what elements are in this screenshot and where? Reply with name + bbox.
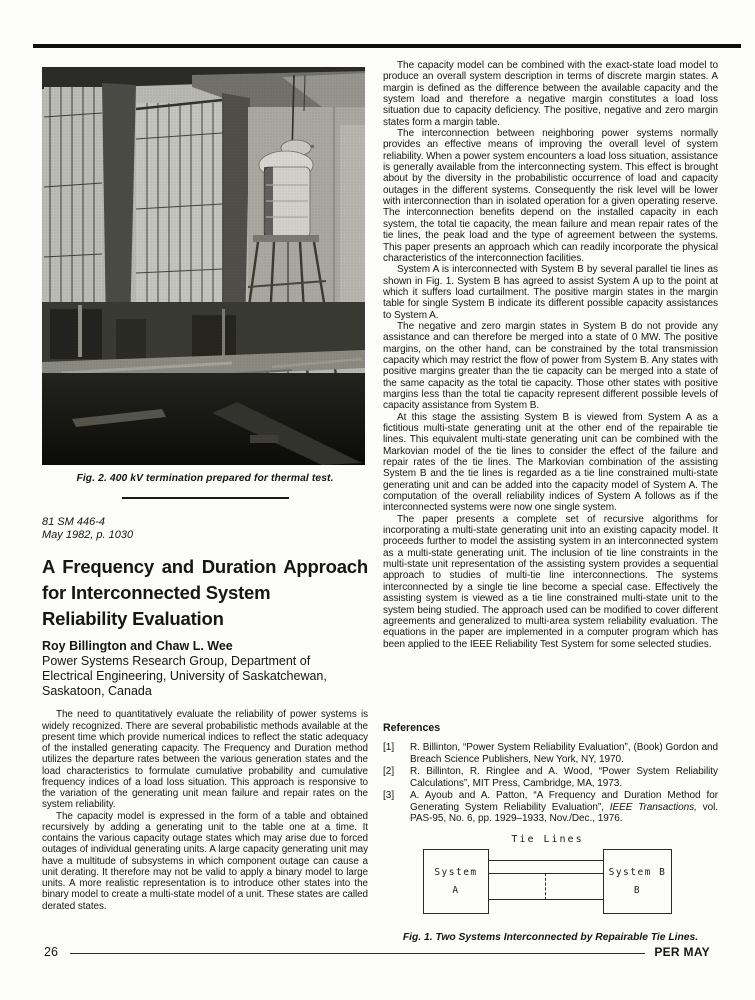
- reference-number: [1]: [383, 742, 395, 753]
- affiliation: [42, 654, 368, 700]
- right-paragraph-4: The negative and zero margin states in System B do not provide any assistance and can therefore be merged into a state of 0 MW. The positive margins, on the other hand, can be constrained by the total transmission capacity which may restrict the flow of power from System B. Any states with positive margins greater than the tie capacity can be merged into a state of the same capacity as the total tie capacity. Those other states with positive margins less than the total tie capacity represent different possible levels of capacity assistance from System B.: [383, 320, 718, 412]
- reference-text-post: vol. PAS-95, No. 6, pp. 1929–1933, Nov./Dec., 1976.: [410, 801, 718, 824]
- paper-id-date: May 1982, p. 1030: [42, 529, 134, 541]
- affiliation-line2: Electrical Engineering, University of Saskatchewan,: [42, 668, 327, 683]
- reference-number: [3]: [383, 790, 395, 801]
- thermal-test-photo-illustration: [42, 67, 365, 465]
- figure1-caption: Fig. 1. Two Systems Interconnected by Repairable Tie Lines.: [402, 931, 699, 943]
- footer-rule: [70, 953, 645, 954]
- right-paragraph-1: The capacity model can be combined with the exact-state load model to produce an overall system description in terms of discrete margin states. A margin is defined as the difference between the available capacity and the system load and therefore a negative margin constitutes a load loss situation due to capacity deficiency. The positive, negative and zero margin states form a margin table.: [383, 60, 718, 128]
- system-a-box: [423, 849, 489, 914]
- journal-footer-label: PER MAY: [654, 945, 710, 959]
- right-paragraph-3: System A is interconnected with System B by several parallel tie lines as shown in Fig. 1. System B has agreed to assist System A up to the point at which it suffers load curtailment. The positive margin states in the margin table for single System B indicate its different possible capacity assistances to System A.: [383, 264, 718, 321]
- right-paragraph-2: The interconnection between neighboring power systems normally provides an effective means of improving the overall level of system reliability. When a power system encounters a load loss situation, assistance is generally available from the interconnecting system. This effect is brought about by the diversity in the probabilistic occurrence of load and capacity outages in the different systems. Consequently the risk level will be lower with interconnection than in isolated operation for a given operating reserve. The interconnection benefits depend on the installed capacity in each system, the total tie capacity, the mean failure and mean repair rates of the tie lines, the peak load and the type of agreement between the systems. This paper presents an approach which can readily incorporate the physical characteristics of the interconnection facilities.: [383, 128, 718, 264]
- reference-text: [410, 790, 718, 825]
- reference-text: [410, 742, 718, 765]
- reference-item: [383, 742, 718, 765]
- system-b-box: [603, 849, 672, 914]
- article-title-line1: A Frequency and Duration Approach: [42, 555, 368, 577]
- tie-line-n: [489, 899, 603, 900]
- paper-id-number: 81 SM 446-4: [42, 515, 105, 528]
- right-paragraph-6: The paper presents a complete set of recursive algorithms for incorporating a multi-state generating unit into an existing capacity model. It proceeds further to model the assisting system in an interconnected system as a multi-state generating unit. The inclusion of tie line constraints in the multi-state unit representation of the assisting system provides a sequential approach to studies of multi-tie line interconnections. The systems interconnected by a single tie line become a special case. Effectively the assisting system is viewed as a tie line constrained multi-state unit to the system being studied. The approach used can be modified to cover different agreements and generalized to multi-area system reliability evaluation. The equations in the paper are implemented in a computer program which has been applied to the IEEE Reliability Test System for some selected studies.: [383, 513, 718, 650]
- page-number: 26: [44, 945, 58, 959]
- reference-text-italic: IEEE Transactions,: [609, 801, 697, 813]
- affiliation-line1: Power Systems Research Group, Department of: [42, 653, 311, 668]
- system-b-label: System B: [608, 866, 667, 878]
- reference-text-pre: R. Billinton, R. Ringlee and A. Wood, “Power System Reliability Calculations”, MIT Press, Cambridge, MA, 1973.: [410, 766, 718, 789]
- article-title-line2: for Interconnected System: [42, 581, 271, 603]
- article-title: [42, 554, 368, 632]
- tie-lines-label: Tie Lines: [511, 833, 584, 845]
- reference-item: [383, 766, 718, 789]
- system-a-letter: A: [452, 884, 460, 896]
- right-paragraph-5: At this stage the assisting System B is viewed from System A as a fictitious multi-state generating unit at the other end of the repairable tie lines. This equivalent multi-state generating unit can be combined with the Markovian model of the tie lines to consider the effect of the failure and repair rates of the tie lines. The Markovian combination of the assisting System B and the tie lines is regarded as a tie line constrained multi-state generating unit and can be added into the capacity model of System A. The computation of the overall reliability indices of System A follows as if the interconnected systems were now one single system.: [383, 411, 718, 514]
- left-paragraph-1: The need to quantitatively evaluate the reliability of power systems is widely recognized. There are several probabilistic methods available at the present time which provide numerical indices to reflect the static adequacy of the installed generating capacity. The Frequency and Duration method utilizes the departure rates between the various generation states and the load characteristics to formulate cumulative probability and cumulative frequency indices of a load loss situation. This approach is responsive to the variation of the generating unit mean failure and repair rates on the system reliability.: [42, 709, 368, 811]
- top-rule: [33, 44, 741, 48]
- right-column-paragraphs: [383, 60, 718, 708]
- system-b-letter: B: [633, 884, 642, 896]
- figure2-caption: Fig. 2. 400 kV termination prepared for thermal test.: [76, 473, 334, 484]
- references-list: [383, 742, 718, 825]
- tie-line-1: [489, 860, 603, 861]
- paper-id: [42, 516, 368, 543]
- tie-line-2: [489, 873, 603, 874]
- reference-number: [2]: [383, 766, 395, 777]
- system-a-label: System: [434, 866, 478, 878]
- reference-text-pre: R. Billinton, “Power System Reliability Evaluation”, (Book) Gordon and Breach Science Publishers, New York, NY, 1970.: [410, 742, 718, 765]
- references-heading: References: [383, 722, 441, 734]
- article-divider: [122, 497, 289, 499]
- figure1-diagram: [383, 834, 718, 926]
- authors: Roy Billington and Chaw L. Wee: [42, 638, 233, 653]
- left-paragraph-2: The capacity model is expressed in the form of a table and obtained recursively by adding a generating unit to the table one at a time. It contains the various capacity outage states which may arise due to forced outages of individual generating units. A large capacity generating unit may have a multitude of subsystems in which component outage can cause a unit derating. It therefore may not be valid to apply a binary model to large units. A more realistic representation is to introduce other states into the binary model to create a multi-state model of a unit. These states are called derated states.: [42, 810, 368, 912]
- left-column: [42, 67, 368, 912]
- reference-item: [383, 790, 718, 825]
- affiliation-line3: Saskatoon, Canada: [42, 684, 152, 699]
- figure2-photo: [42, 67, 365, 465]
- reference-text-pre: A. Ayoub and A. Patton, “A Frequency and Duration Method for Generating System Reliability Evaluation”,: [410, 790, 718, 813]
- article-title-line3: Reliability Evaluation: [42, 607, 224, 629]
- right-column: [383, 60, 718, 943]
- tie-lines-ellipsis-dashed-line: [545, 873, 546, 900]
- reference-text: [410, 766, 718, 789]
